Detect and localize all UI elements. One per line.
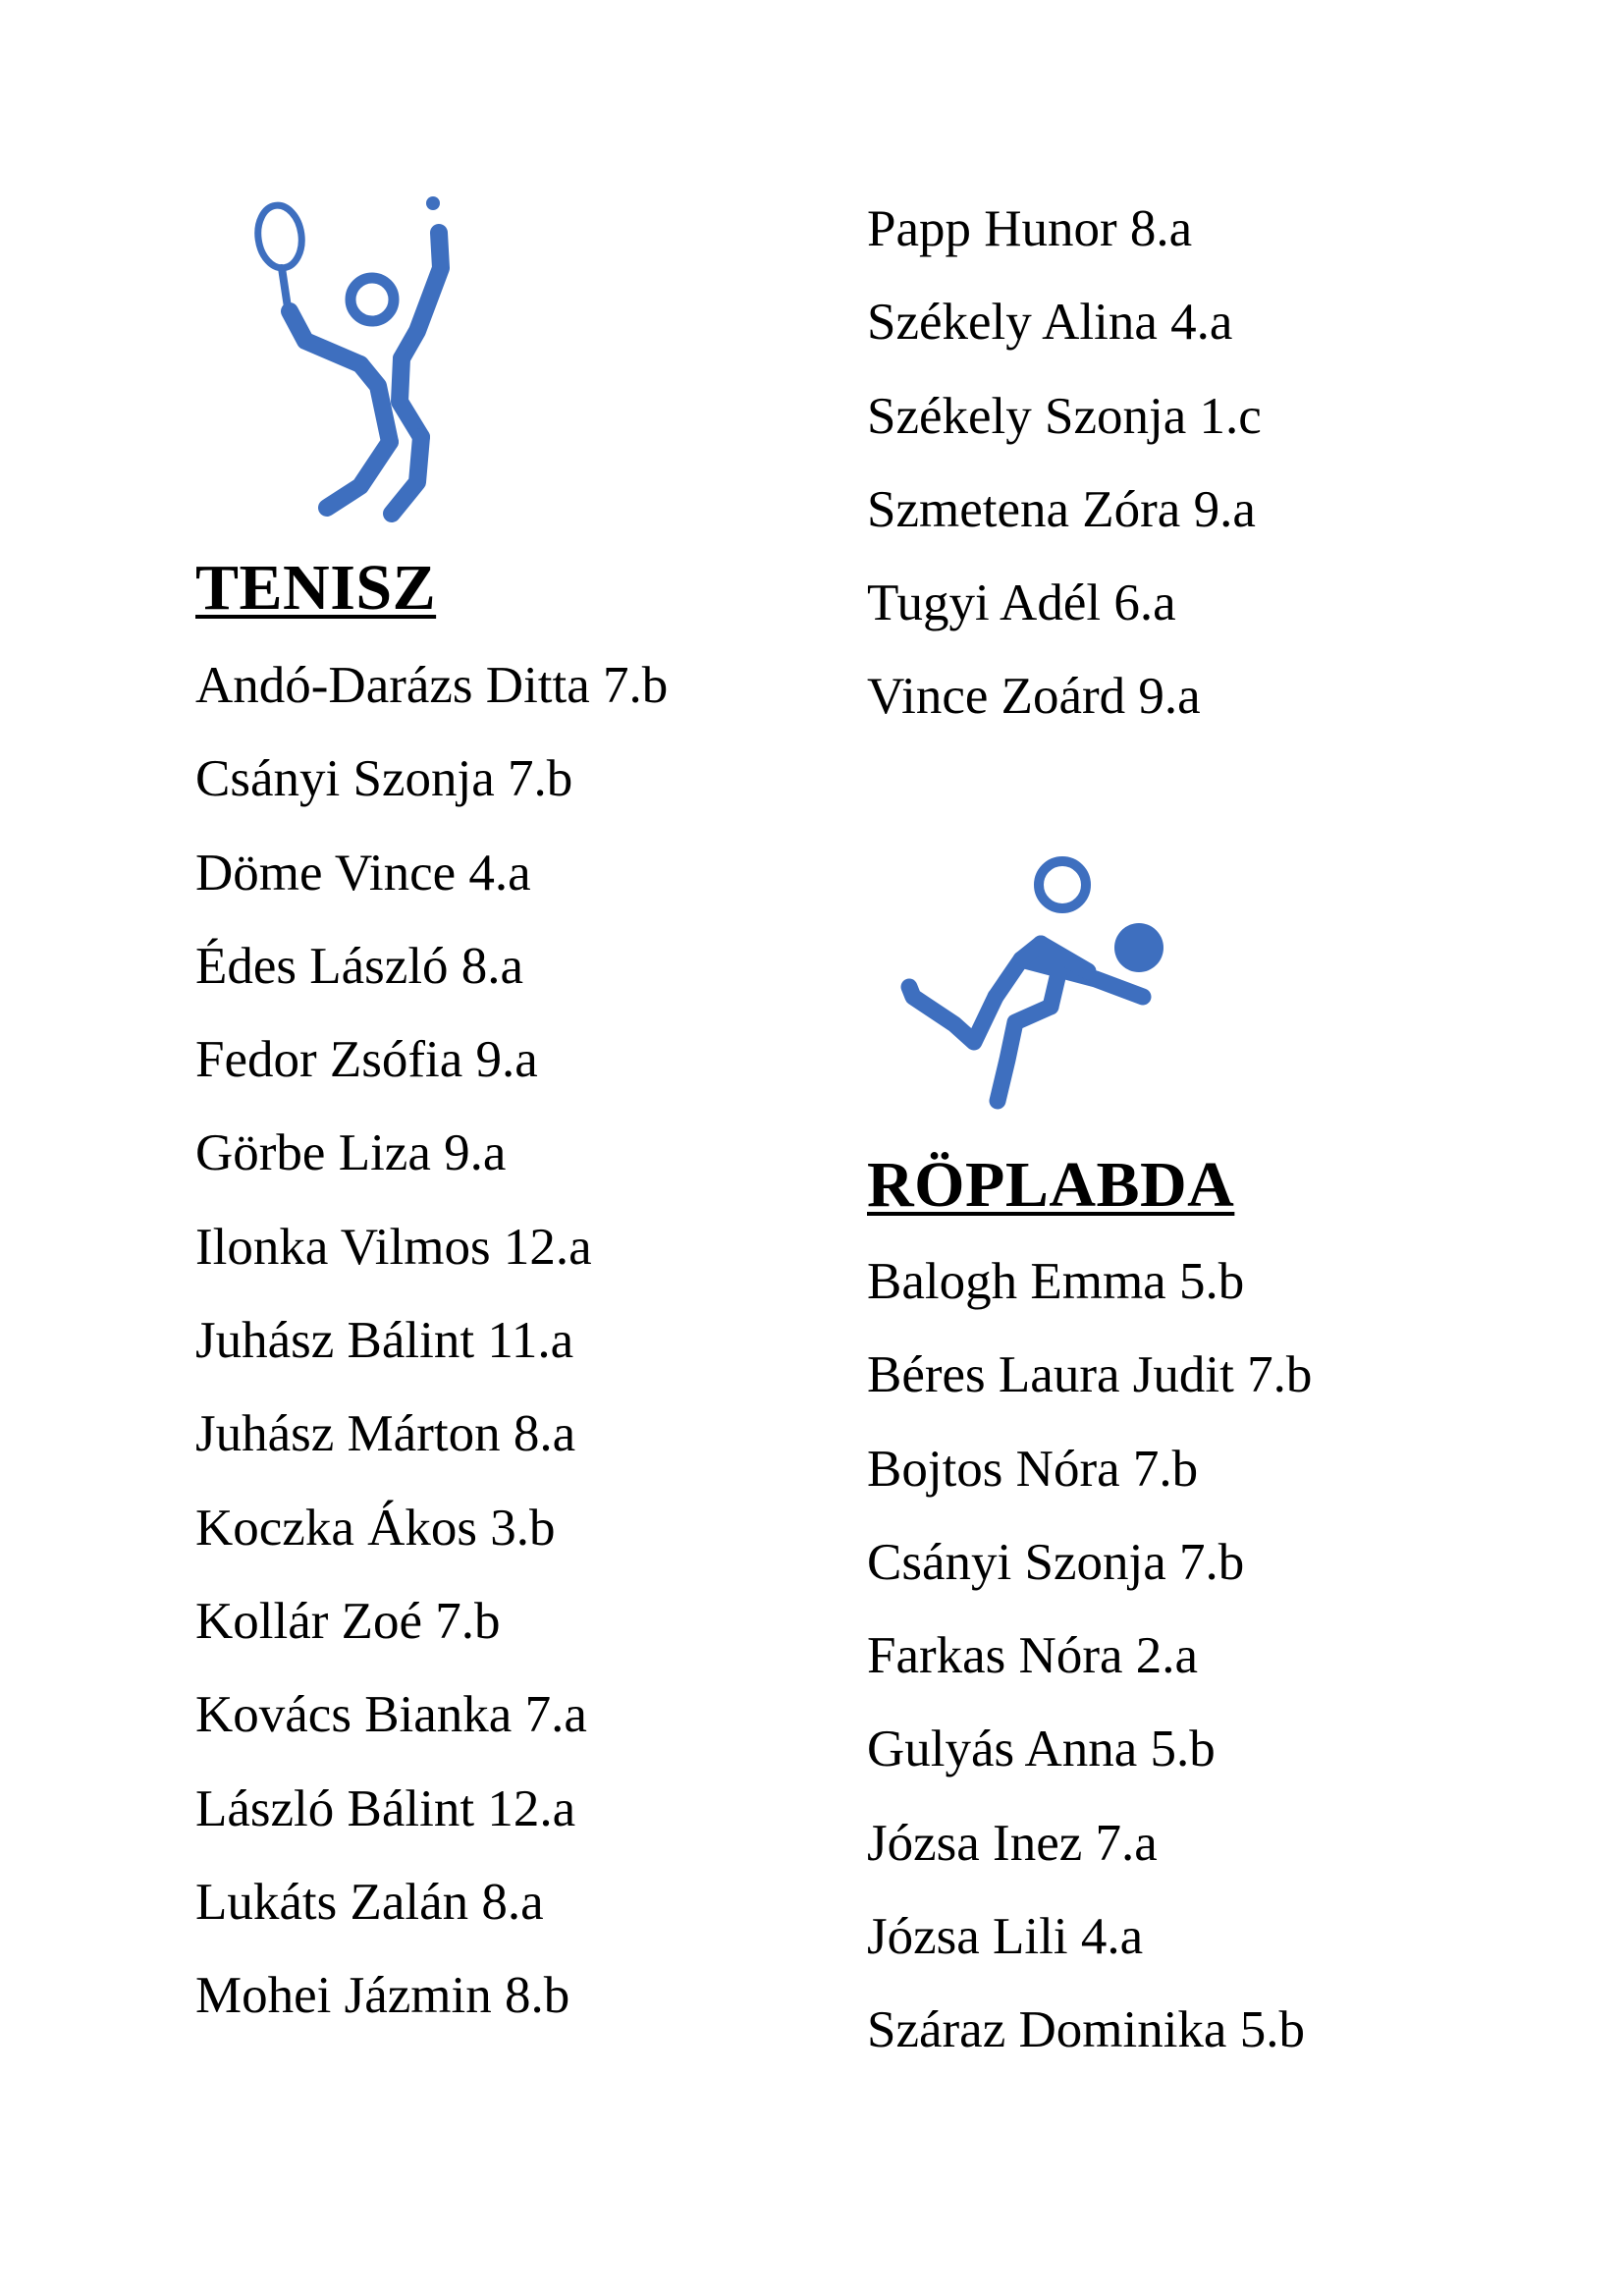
tennis-member-list <box>195 639 668 2043</box>
list-item: Édes László 8.a <box>195 937 524 995</box>
list-item: Vince Zoárd 9.a <box>867 668 1201 726</box>
list-item: Csányi Szonja 7.b <box>867 1533 1245 1591</box>
list-item: Józsa Inez 7.a <box>867 1814 1158 1872</box>
list-item: Farkas Nóra 2.a <box>867 1627 1199 1685</box>
volleyball-player-icon <box>892 849 1176 1120</box>
list-item: Ilonka Vilmos 12.a <box>195 1218 592 1276</box>
list-item: Száraz Dominika 5.b <box>867 2001 1305 2059</box>
list-item: Balogh Emma 5.b <box>867 1253 1245 1310</box>
list-item: Béres Laura Judit 7.b <box>867 1346 1313 1404</box>
list-item: Andó-Darázs Ditta 7.b <box>195 657 669 714</box>
list-item: Papp Hunor 8.a <box>867 200 1193 257</box>
list-item: Juhász Márton 8.a <box>195 1405 576 1463</box>
list-item: Döme Vince 4.a <box>195 844 531 902</box>
volleyball-member-list <box>867 1235 1312 2078</box>
tennis-member-list-continued <box>867 183 1262 744</box>
list-item: Kollár Zoé 7.b <box>195 1592 501 1650</box>
list-item: Koczka Ákos 3.b <box>195 1499 556 1557</box>
tennis-heading: TENISZ <box>195 552 437 624</box>
list-item: Józsa Lili 4.a <box>867 1908 1144 1966</box>
list-item: Juhász Bálint 11.a <box>195 1312 574 1370</box>
list-item: Görbe Liza 9.a <box>195 1124 507 1182</box>
list-item: Székely Szonja 1.c <box>867 387 1262 445</box>
list-item: Kovács Bianka 7.a <box>195 1686 587 1744</box>
list-item: Lukáts Zalán 8.a <box>195 1873 544 1931</box>
list-item: Mohei Jázmin 8.b <box>195 1967 570 2025</box>
list-item: Székely Alina 4.a <box>867 294 1233 352</box>
volleyball-heading: RÖPLABDA <box>867 1149 1235 1221</box>
list-item: Fedor Zsófia 9.a <box>195 1031 538 1089</box>
list-item: László Bálint 12.a <box>195 1779 576 1837</box>
tennis-player-icon <box>244 191 470 525</box>
list-item: Gulyás Anna 5.b <box>867 1721 1216 1778</box>
list-item: Csányi Szonja 7.b <box>195 750 573 808</box>
list-item: Tugyi Adél 6.a <box>867 574 1176 632</box>
list-item: Szmetena Zóra 9.a <box>867 480 1256 538</box>
list-item: Bojtos Nóra 7.b <box>867 1440 1199 1498</box>
